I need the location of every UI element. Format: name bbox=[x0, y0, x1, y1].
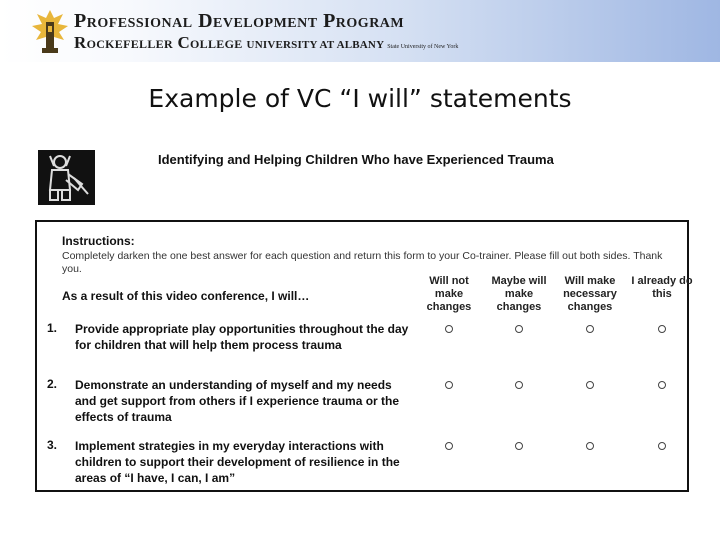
form-title: Identifying and Helping Children Who have Experienced Trauma bbox=[158, 152, 554, 167]
column-header-will-make: Will make necessary changes bbox=[563, 275, 617, 313]
radio-option-will-make[interactable] bbox=[586, 381, 594, 389]
university-name: UNIVERSITY AT ALBANY bbox=[246, 39, 385, 51]
item-statement: Implement strategies in my everyday interactions with children to support their development of resilience in the areas of “I have, I can, I am” bbox=[75, 439, 400, 485]
slide-title: Example of VC “I will” statements bbox=[148, 84, 572, 113]
radio-option-will-make[interactable] bbox=[586, 442, 594, 450]
radio-option-already[interactable] bbox=[658, 381, 666, 389]
radio-option-maybe[interactable] bbox=[515, 442, 523, 450]
column-header-maybe: Maybe will make changes bbox=[491, 275, 547, 313]
header-banner bbox=[0, 0, 720, 62]
program-title: Professional Development Program bbox=[74, 10, 405, 32]
clipart-panel bbox=[38, 150, 95, 205]
item-statement: Provide appropriate play opportunities throughout the day for children that will help them process trauma bbox=[75, 322, 409, 352]
column-header-already: I already do this bbox=[631, 275, 693, 300]
college-line bbox=[74, 33, 458, 53]
suny-name: State University of New York bbox=[387, 44, 459, 50]
radio-option-maybe[interactable] bbox=[515, 381, 523, 389]
radio-option-will-make[interactable] bbox=[586, 325, 594, 333]
instructions-heading: Instructions: bbox=[62, 234, 135, 248]
lead-in-text: As a result of this video conference, I will… bbox=[62, 289, 310, 303]
tower-logo-icon bbox=[30, 8, 70, 54]
instructions-text: Completely darken the one best answer for each question and return this form to your Co-trainer. Please fill out both sides. Thank you. bbox=[62, 250, 663, 275]
item-number: 3. bbox=[47, 438, 58, 452]
radio-option-maybe[interactable] bbox=[515, 325, 523, 333]
item-number: 2. bbox=[47, 377, 58, 391]
child-clipart-icon bbox=[38, 150, 95, 205]
radio-option-already[interactable] bbox=[658, 442, 666, 450]
column-header-will-not: Will not make changes bbox=[426, 275, 472, 313]
item-number: 1. bbox=[47, 321, 58, 335]
radio-option-will-not[interactable] bbox=[445, 325, 453, 333]
radio-option-will-not[interactable] bbox=[445, 442, 453, 450]
college-name: Rockefeller College bbox=[74, 33, 243, 52]
radio-option-will-not[interactable] bbox=[445, 381, 453, 389]
radio-option-already[interactable] bbox=[658, 325, 666, 333]
item-statement: Demonstrate an understanding of myself and my needs and get support from others if I experience trauma or the effects of trauma bbox=[75, 378, 400, 424]
